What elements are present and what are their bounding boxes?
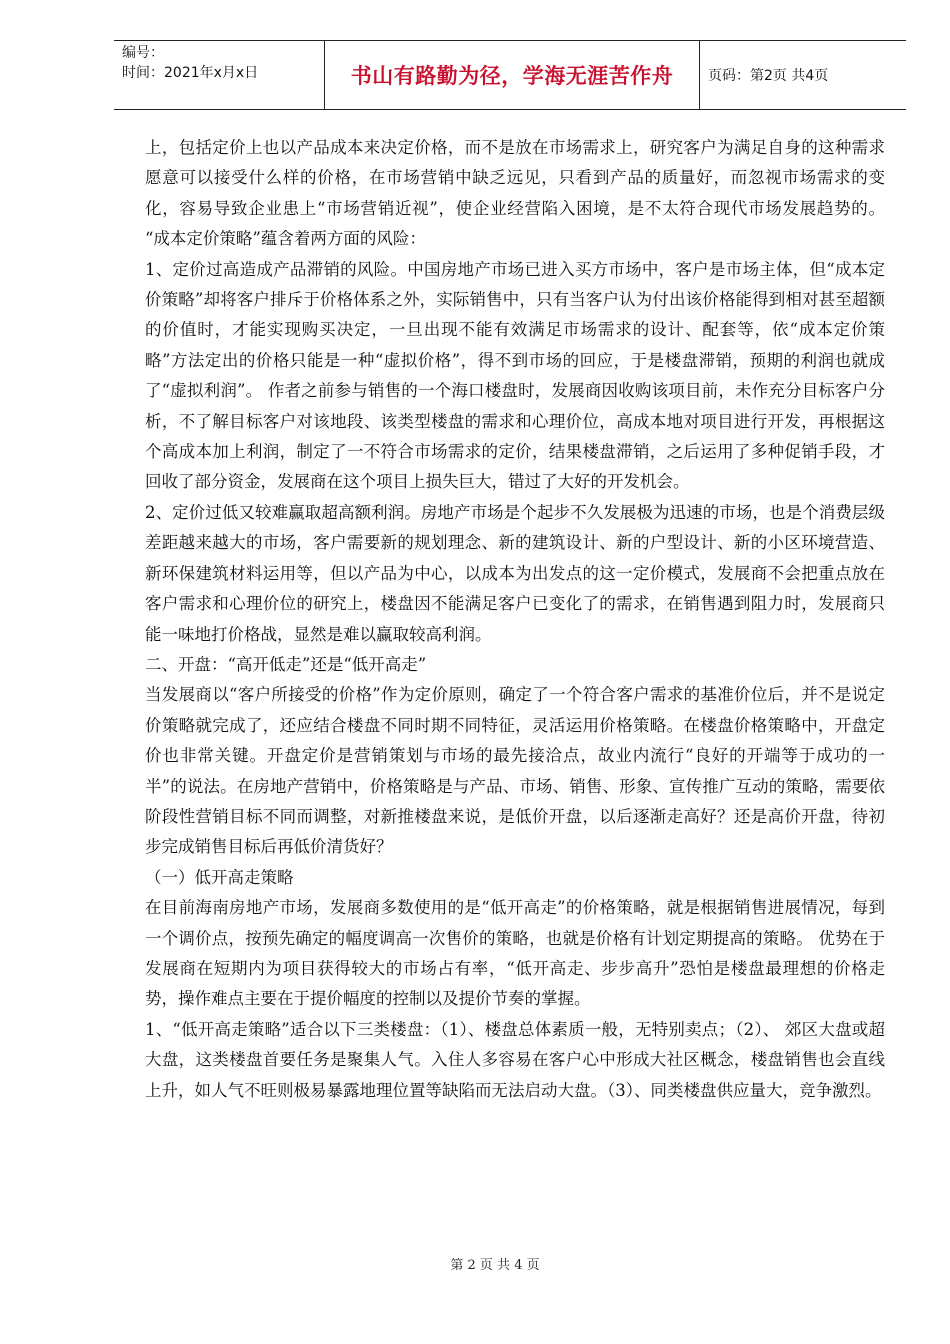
paragraph: 在目前海南房地产市场，发展商多数使用的是“低开高走”的价格策略，就是根据销售进展情况，每到一个调价点，按预先确定的幅度调高一次售价的策略，也就是价格有计划定期提高的策略。 优势在于发展商在短期内为项目获得较大的市场占有率，“低开高走、步步高升”恐怕是楼盘最理想的价格走势，操作难点主要在于提价幅度的控制以及提价节奏的掌握。: [145, 898, 885, 1009]
paragraph: 1、定价过高造成产品滞销的风险。中国房地产市场已进入买方市场中，客户是市场主体，但“成本定价策略”却将客户排斥于价格体系之外，实际销售中，只有当客户认为付出该价格能得到相对甚至超额的价值时，才能实现购买决定，一旦出现不能有效满足市场需求的设计、配套等，依“成本定价策略”方法定出的价格只能是一种“虚拟价格”，得不到市场的回应，于是楼盘滞销，预期的利润也就成了“虚拟利润”。 作者之前参与销售的一个海口楼盘时，发展商因收购该项目前，未作充分目标客户分析，不了解目标客户对该地段、该类型楼盘的需求和心理价位，高成本地对项目进行开发，再根据这个高成本加上利润，制定了一不符合市场需求的定价，结果楼盘滞销，之后运用了多种促销手段，才回收了部分资金，发展商在这个项目上损失巨大，错过了大好的开发机会。: [145, 259, 885, 492]
page-header: [114, 40, 906, 110]
header-meta: [114, 41, 325, 109]
subsection-heading: （一）低开高走策略: [145, 867, 294, 887]
header-page-info: 页码：第2页 共4页: [708, 68, 829, 84]
number-label: 编号：: [122, 45, 164, 61]
paragraph: 2、定价过低又较难赢取超高额利润。房地产市场是个起步不久发展极为迅速的市场，也是个消费层级差距越来越大的市场，客户需要新的规划理念、新的建筑设计、新的户型设计、新的小区环境营造、新环保建筑材料运用等，但以产品为中心，以成本为出发点的这一定价模式，发展商不会把重点放在客户需求和心理价位的研究上，楼盘因不能满足客户已变化了的需求，在销售遇到阻力时，发展商只能一味地打价格战，显然是难以赢取较高利润。: [145, 502, 885, 644]
time-label: 时间：2021年x月x日: [122, 65, 259, 81]
paragraph: 当发展商以“客户所接受的价格”作为定价原则，确定了一个符合客户需求的基准价位后，并不是说定价策略就完成了，还应结合楼盘不同时期不同特征，灵活运用价格策略。在楼盘价格策略中，开盘定价也非常关键。开盘定价是营销策划与市场的最先接洽点，故业内流行“良好的开端等于成功的一半”的说法。在房地产营销中，价格策略是与产品、市场、销售、形象、宣传推广互动的策略，需要依阶段性营销目标不同而调整，对新推楼盘来说，是低价开盘，以后逐渐走高好？还是高价开盘，待初步完成销售目标后再低价清货好？: [145, 685, 885, 857]
paragraph: 上，包括定价上也以产品成本来决定价格，而不是放在市场需求上，研究客户为满足自身的这种需求愿意可以接受什么样的价格，在市场营销中缺乏远见，只看到产品的质量好，而忽视市场需求的变化，容易导致企业患上“市场营销近视”，使企业经营陷入困境，是不太符合现代市场发展趋势的。 “成本定价策略”蕴含着两方面的风险：: [145, 138, 885, 249]
document-body: [145, 133, 885, 1106]
page-footer: 第 2 页 共 4 页: [450, 1258, 540, 1273]
header-motto: 书山有路勤为径，学海无涯苦作舟: [325, 41, 700, 109]
section-heading: 二、开盘：“高开低走”还是“低开高走”: [145, 654, 427, 674]
paragraph: 1、“低开高走策略”适合以下三类楼盘：（1）、楼盘总体素质一般，无特别卖点；（2）、 郊区大盘或超大盘，这类楼盘首要任务是聚集人气。入住人多容易在客户心中形成大社区概念，楼盘销售也会直线上升，如人气不旺则极易暴露地理位置等缺陷而无法启动大盘。（3）、同类楼盘供应量大，竞争激烈。: [145, 1019, 885, 1100]
